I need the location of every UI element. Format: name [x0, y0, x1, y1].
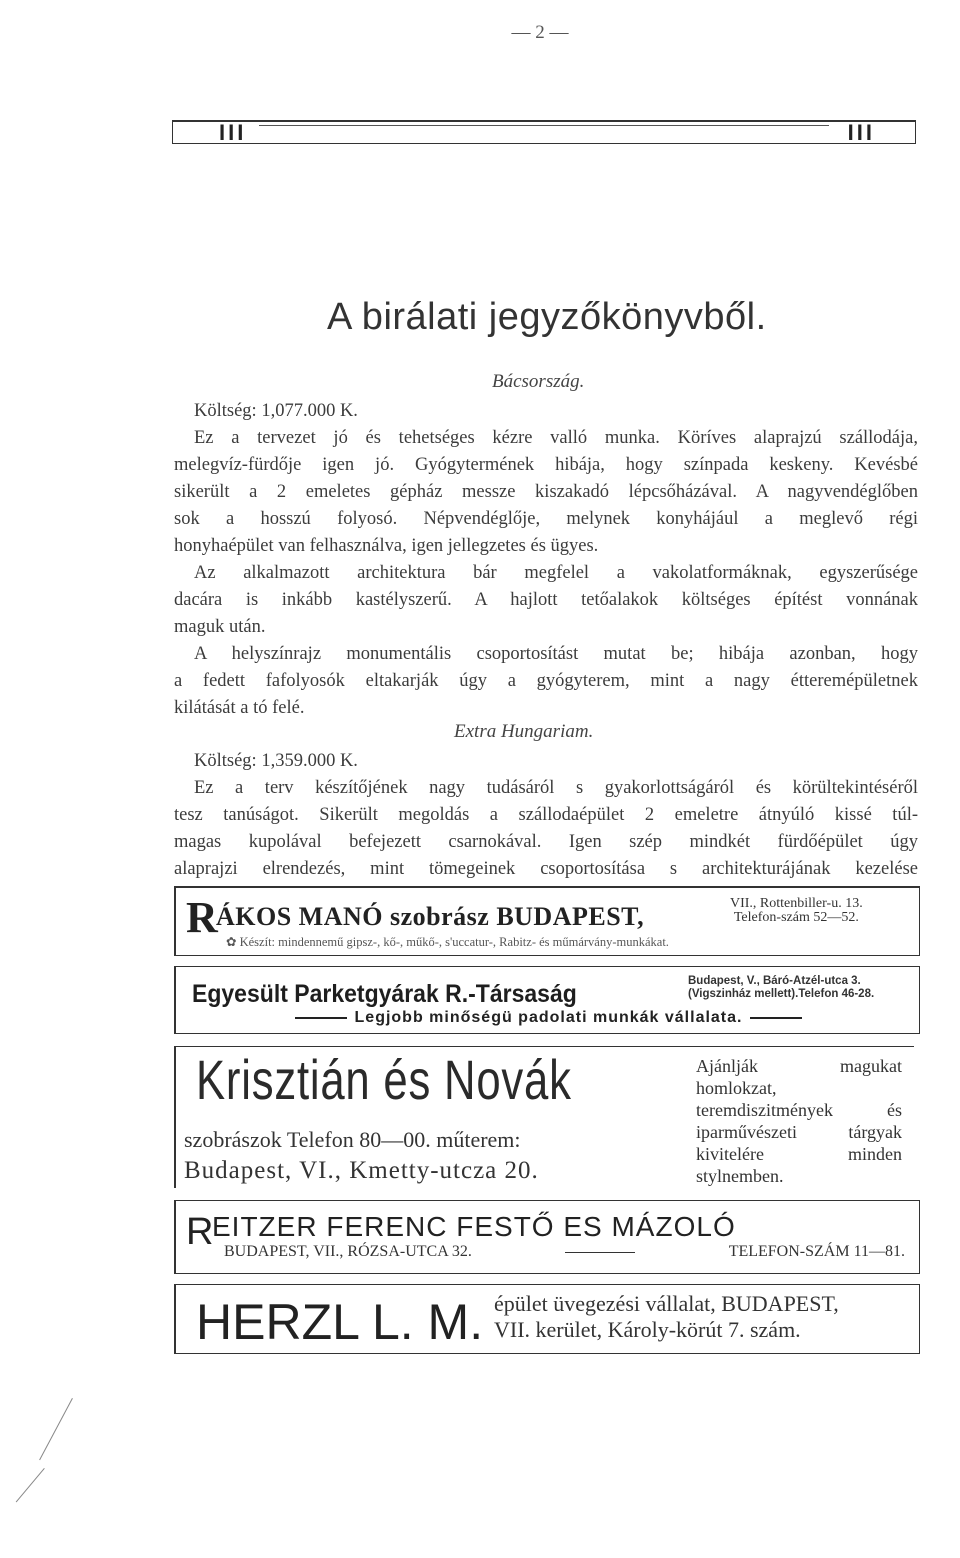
entry-cost: Költség: 1,077.000 K. — [194, 401, 358, 421]
paragraph-line: A helyszínrajz monumentális csoportosítást mutat be; hibája azonban, hogy — [194, 644, 918, 664]
ad-address-row — [224, 1243, 905, 1261]
ad-company-name: EITZER FERENC FESTŐ ES MÁZOLÓ — [212, 1211, 736, 1242]
ad-initial-letter: R — [186, 893, 218, 942]
paragraph-line: kilátását a tó felé. — [174, 698, 305, 718]
ornament-line — [259, 125, 829, 126]
paragraph-line: Ez a terv készítőjének nagy tudásáról s gyakorlottságáról és körültekintéséről — [194, 778, 918, 798]
paragraph-line: alaprajzi elrendezés, mint tömegeinek csoportosítása s architekturájának kezelése — [174, 859, 918, 879]
paragraph-line: maguk után. — [174, 617, 266, 637]
ornament-right: III — [847, 120, 875, 145]
ad-subline-text: Készít: mindennemű gipsz-, kő-, műkő-, s'uccatur-, Rabitz- és műmárvány-munkákat. — [239, 935, 669, 949]
entry-cost: Költség: 1,359.000 K. — [194, 751, 358, 771]
ad-subline — [226, 934, 669, 950]
article-title: A birálati jegyzőkönyvből. — [327, 296, 767, 338]
ad-rakos-mano — [174, 886, 920, 956]
ad-address-line: Telefon-szám 52—52. — [733, 910, 859, 925]
ad-address-line: (Vigszinház mellett).Telefon 46-28. — [688, 988, 875, 1000]
ad-address-line: VII., Rottenbiller-u. 13. — [730, 896, 863, 911]
ad-description — [494, 1291, 839, 1343]
paragraph-line: melegvíz-fürdője igen jó. Gyógytermének hibája, hogy színpada keskeny. Kevésbé — [174, 455, 918, 475]
ad-tagline-text: Legjobb minőségü padolati munkák vállalata. — [354, 1009, 743, 1026]
header-ornament — [172, 120, 916, 144]
entry-motto: Extra Hungariam. — [454, 721, 594, 742]
paragraph-line: Ez a tervezet jó és tehetséges kézre valló munka. Köríves alaprajzú szállodája, — [194, 428, 918, 448]
paragraph-line: magas kupolával befejezett csarnokával. Igen szép mindkét fürdőépület úgy — [174, 832, 918, 852]
ad-company-name: Egyesült Parketgyárak R.-Társaság — [192, 979, 577, 1008]
ad-reitzer-ferenc — [174, 1200, 920, 1274]
divider — [295, 1017, 347, 1019]
ad-description-line: épület üvegezési vállalat, BUDAPEST, — [494, 1291, 839, 1316]
paragraph-line: a fedett fafolyosók eltakarják úgy a gyógyterem, mint a nagy étteremépületnek — [174, 671, 918, 691]
ad-tagline — [192, 1009, 905, 1027]
ornament-icon: ✿ — [226, 935, 240, 949]
paragraph-line: dacára is inkább kastélyszerű. A hajlott tetőalakok költséges építést vonnának — [174, 590, 918, 610]
ad-line: szobrászok Telefon 80—00. műterem: — [184, 1127, 521, 1152]
ad-side-text: Ajánlják magukat homlokzat, teremdiszitmények és iparművészeti tárgyak kivitelére minden stylnemben. — [696, 1056, 902, 1186]
ornament-left: III — [219, 120, 247, 145]
ad-parketgyarak — [174, 966, 920, 1034]
ad-address: BUDAPEST, VII., RÓZSA-UTCA 32. — [224, 1243, 472, 1260]
ad-company-name: HERZL L. M. — [196, 1294, 484, 1350]
ad-initial-letter: R — [186, 1211, 214, 1253]
pen-mark — [16, 1468, 45, 1502]
ad-description-line: VII. kerület, Károly-körút 7. szám. — [494, 1317, 801, 1342]
paragraph-line: honyhaépület van felhasználva, igen jellegzetes és ügyes. — [174, 536, 599, 556]
page-number: — 2 — — [511, 22, 569, 43]
ad-address — [730, 897, 863, 925]
ad-company-name: Krisztián és Novák — [196, 1048, 572, 1111]
paragraph-line: sok a hosszú folyosó. Népvendéglője, melynek konyhájául a meglevő régi — [174, 509, 918, 529]
paragraph-line: sikerült a 2 emeletes gépház messze kiszakadó lépcsőházával. A nagyvendéglőben — [174, 482, 918, 502]
pen-mark — [39, 1398, 73, 1460]
paragraph-line: Az alkalmazott architektura bár megfelel a vakolatformáknak, egyszerűsége — [194, 563, 918, 583]
ad-address — [688, 975, 874, 1001]
ad-headline: ÁKOS MANÓ szobrász BUDAPEST, — [216, 902, 645, 931]
entry-motto: Bácsország. — [492, 371, 585, 392]
ad-address-line: Budapest, V., Báró-Atzél-utca 3. — [688, 975, 861, 987]
ad-address: Budapest, VI., Kmetty-utcza 20. — [184, 1157, 539, 1184]
ad-krisztian-novak — [174, 1046, 914, 1188]
divider — [565, 1252, 635, 1253]
ad-herzl — [174, 1284, 920, 1354]
ad-phone: TELEFON-SZÁM 11—81. — [728, 1243, 905, 1260]
paragraph-line: tesz tanúságot. Sikerült megoldás a szállodaépület 2 emeletre átnyúló kissé túl- — [174, 805, 918, 825]
divider — [750, 1017, 802, 1019]
